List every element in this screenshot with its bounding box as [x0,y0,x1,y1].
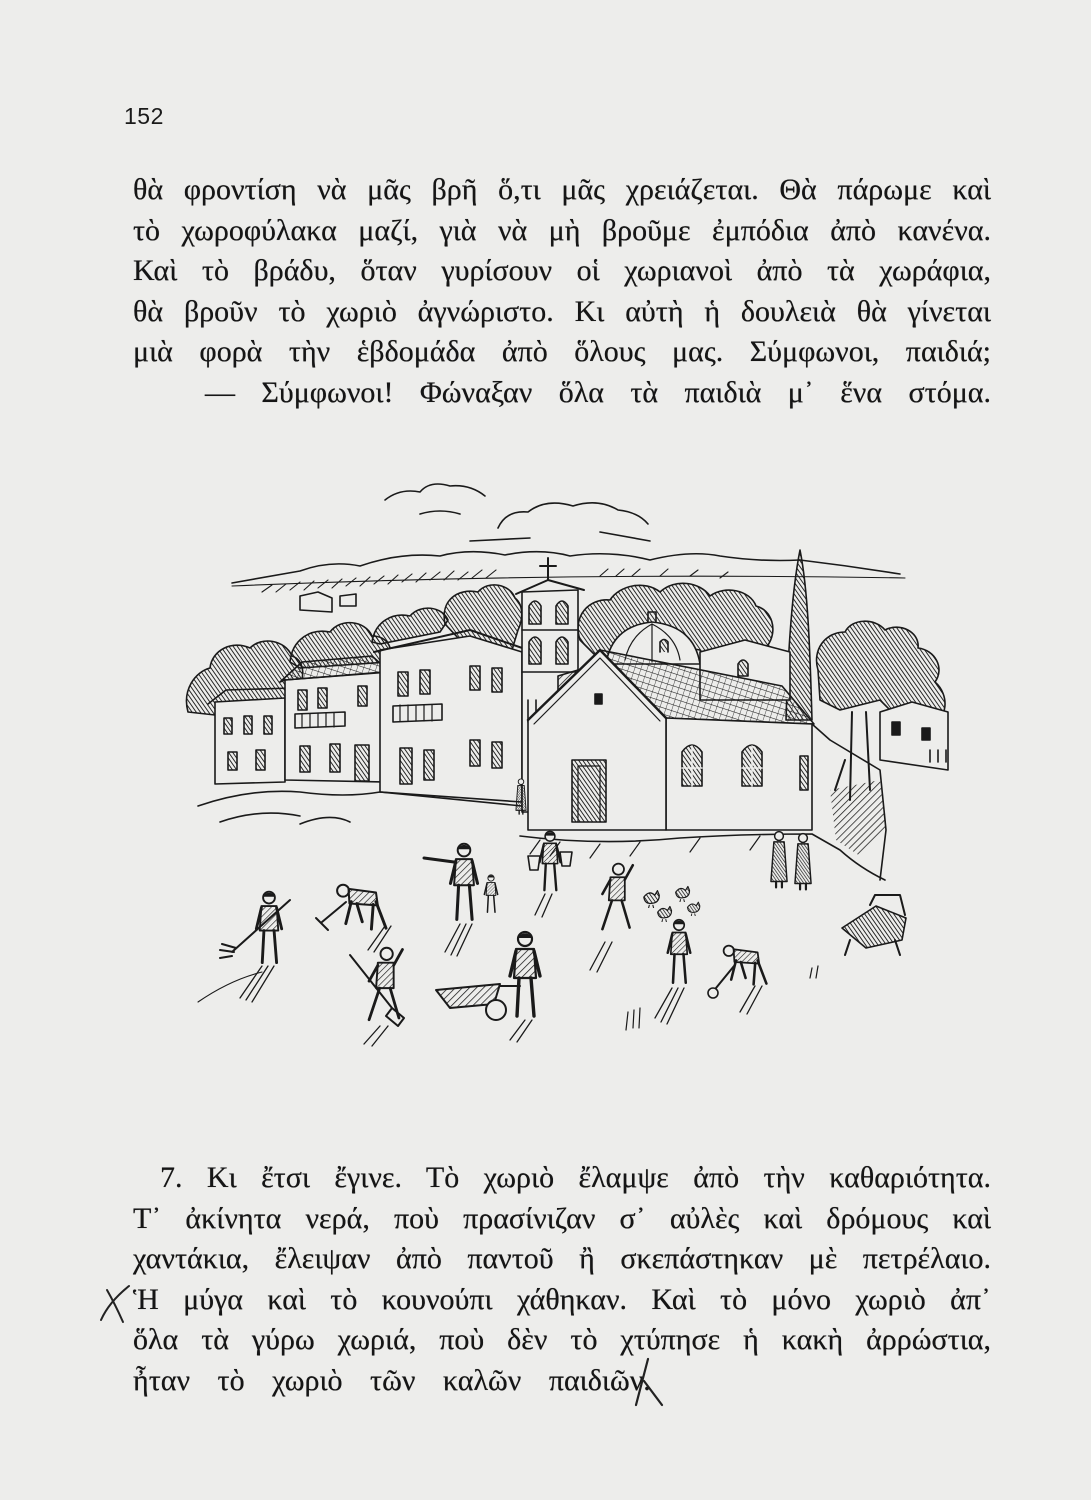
villager [771,832,787,888]
text-line: θὰ βροῦν τὸ χωριὸ ἀγνώριστο. Κι αὐτὴ ἡ δουλειὰ θὰ γίνεται [133,294,991,328]
text-line: ὅλα τὰ γύρω χωριά, ποὺ δὲν τὸ χτύπησε ἡ κακὴ ἀρρώστια, [133,1323,991,1357]
text-line: τὸ χωροφύλακα μαζί, γιὰ νὰ μὴ βροῦμε ἐμπόδια ἀπὸ κανένα. [133,213,991,247]
paragraph [133,1158,991,1402]
villager [668,920,691,983]
clouds [385,484,650,541]
villager [484,875,497,912]
house [280,656,390,782]
paragraph [133,170,991,414]
handwritten-x-mark [95,1280,135,1325]
text-line: ἦταν τὸ χωριὸ τῶν καλῶν παιδιῶν. [133,1363,651,1397]
text-line: Τ᾽ ἀκίνητα νερά, ποὺ πρασίνιζαν σ᾽ αὐλὲς καὶ δρόμους καὶ [133,1201,991,1235]
cart [842,895,906,955]
bucket [560,852,572,866]
broom [316,902,346,930]
house [880,702,948,770]
chickens [644,886,700,922]
villager [451,844,478,920]
text-line: χαντάκια, ἔλειψαν ἀπὸ παντοῦ ἢ σκεπάστηκαν μὲ πετρέλαιο. [133,1242,991,1276]
villager [795,834,811,890]
villager [602,864,632,930]
handwritten-check-mark [630,1355,670,1410]
dialogue-line: — Σύμφωνοι! Φώναξαν ὅλα τὰ παιδιὰ μ᾽ ἕνα στόμα. [205,375,991,409]
text-line: θὰ φροντίση νὰ μᾶς βρῆ ὅ,τι μᾶς χρειάζεται. Θὰ πάρωμε καὶ [133,173,991,206]
text-line: μιὰ φορὰ τὴν ἑβδομάδα ἀπὸ ὅλους μας. Σύμφωνοι, παιδιά; [133,335,991,369]
villager [337,885,386,929]
house [208,688,292,784]
church-door [572,760,606,822]
villager [724,946,767,985]
text-line: 7. Κι ἔτσι ἔγινε. Τὸ χωριὸ ἔλαμψε ἀπὸ τὴν καθαριότητα. [160,1161,991,1194]
bucket [528,856,540,870]
house [374,630,528,802]
villager [369,948,402,1020]
text-line: Καὶ τὸ βράδυ, ὅταν γυρίσουν οἱ χωριανοὶ ἀπὸ τὰ χωράφια, [133,254,991,288]
villager [510,932,540,1016]
wheelbarrow [436,984,520,1020]
text-line: Ἡ μύγα καὶ τὸ κουνούπι χάθηκαν. Καὶ τὸ μόνο χωριὸ ἀπ᾽ [133,1282,991,1316]
page-number: 152 [124,103,164,129]
village-illustration [180,470,970,1050]
